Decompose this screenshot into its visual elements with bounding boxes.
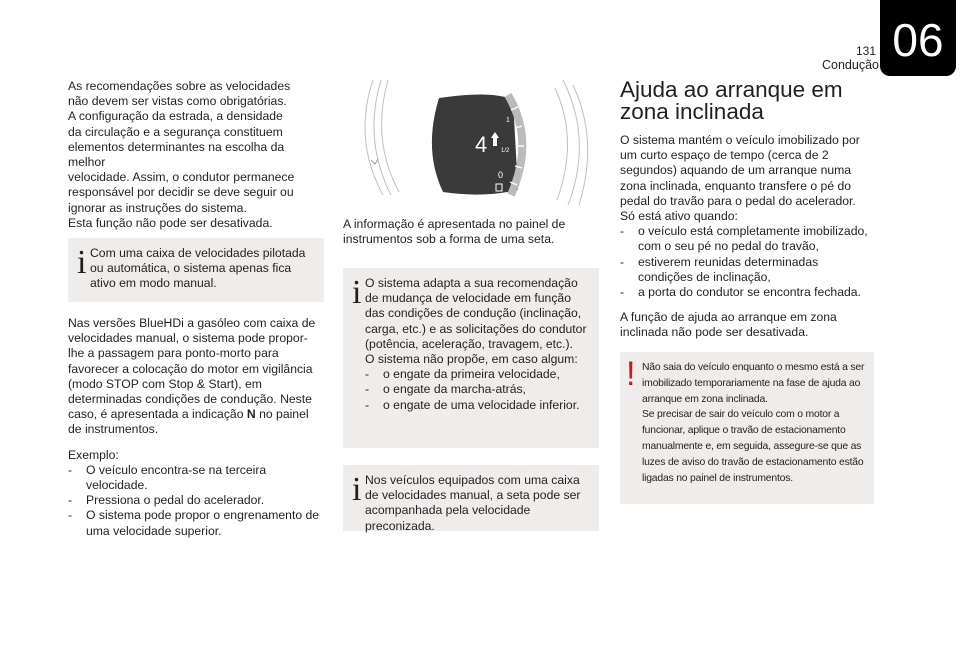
info-icon: i — [352, 471, 362, 508]
chapter-title: Condução — [822, 58, 879, 72]
page-header — [0, 0, 960, 80]
info-icon: i — [77, 244, 87, 281]
gauge-one-label: 1 — [506, 117, 510, 124]
line: da circulação e a segurança constituem — [68, 124, 283, 139]
line: responsável por decidir se deve seguir ou — [68, 185, 294, 200]
hill-start-paragraph: O sistema mantém o veículo imobilizado por um curto espaço de tempo (cerca de 2 segundos) aquando de um arranque numa zona inclinada, enquanto transfere o pé do pedal do travão para o pedal do acelerador. — [620, 133, 860, 208]
note-text: O sistema adapta a sua recomendação de mudança de velocidade em função das condições de condução (inclinação, carga, etc.) e as solicitações do condutor (potência, aceleração, travagem, etc.). — [365, 276, 587, 351]
gauge-caption: A informação é apresentada no painel de instrumentos sob a forma de uma seta. — [343, 217, 566, 247]
line: Esta função não pode ser desativada. — [68, 215, 273, 230]
list-item: - o engate de uma velocidade inferior. — [365, 398, 589, 413]
column-middle — [343, 217, 599, 257]
check-mark-icon — [371, 159, 378, 164]
note-subtitle: O sistema não propõe, em caso algum: — [365, 352, 578, 367]
column-right — [620, 79, 876, 351]
gauge-zero-label: 0 — [498, 170, 504, 180]
list-item: - a porta do condutor se encontra fechada. — [620, 285, 876, 300]
note-text: Com uma caixa de velocidades pilotada ou automática, o sistema apenas fica ativo em modo manual. — [90, 246, 306, 291]
list-item: - o engate da marcha-atrás, — [365, 382, 589, 397]
column-left-lower — [68, 316, 324, 539]
info-note-system-adapts — [343, 268, 599, 448]
info-note-pilot-gearbox — [68, 238, 324, 302]
info-icon: i — [352, 274, 362, 311]
list-item: - O veículo encontra-se na terceira velocidade. — [68, 463, 324, 493]
line: A configuração da estrada, a densidade — [68, 109, 283, 124]
line: velocidade. Assim, o condutor permanece — [68, 170, 295, 185]
bluehdi-text-end: no painel de instrumentos. — [68, 407, 309, 437]
list-item: - O sistema pode propor o engrenamento de uma velocidade superior. — [68, 508, 324, 538]
warning-icon: ! — [626, 355, 636, 393]
bluehdi-text: Nas versões BlueHDi a gasóleo com caixa de velocidades manual, o sistema pode propor-lhe a passagem para ponto-morto para favorecer a colocação do motor em vigilância (modo STOP com Stop & Start), em determinadas condições de condução. Neste caso, é apresentada a indicação — [68, 316, 316, 422]
gear-number: 4 — [475, 132, 488, 157]
warning-text-1: Não saia do veículo enquanto o mesmo está a ser imobilizado temporariamente na fase de ajuda ao arranque em zona inclinada. — [642, 362, 865, 405]
instrument-gauge-illustration — [343, 80, 599, 210]
list-item: - o engate da primeira velocidade, — [365, 367, 589, 382]
gauge-half-label: 1/2 — [501, 148, 510, 154]
line: ignorar as instruções do sistema. — [68, 200, 247, 215]
line: elementos determinantes na escolha da melhor — [68, 139, 285, 170]
neutral-indicator: N — [246, 407, 256, 422]
list-item: - estiverem reunidas determinadas condições de inclinação, — [620, 255, 876, 285]
line: As recomendações sobre as velocidades — [68, 79, 291, 93]
line: não devem ser vistas como obrigatórias. — [68, 94, 287, 109]
note-text: Nos veículos equipados com uma caixa de velocidades manual, a seta pode ser acompanhada pela velocidade preconizada. — [365, 473, 581, 533]
example-title: Exemplo: — [68, 447, 119, 462]
list-item: - o veículo está completamente imobilizado, com o seu pé no pedal do travão, — [620, 224, 876, 254]
list-item: - Pressiona o pedal do acelerador. — [68, 493, 324, 508]
column-left — [68, 79, 324, 241]
not-deactivatable-paragraph: A função de ajuda ao arranque em zona inclinada não pode ser desativada. — [620, 310, 837, 340]
warning-text-2: Se precisar de sair do veículo com o motor a funcionar, aplique o travão de estacionamento manualmente e, em seguida, assegure-se que as luzes de aviso do travão de estacionamento estão ligadas no painel de instrumentos. — [642, 409, 864, 484]
section-heading: Ajuda ao arranque em zona inclinada — [620, 77, 843, 124]
warning-note-hill-start — [620, 352, 874, 504]
active-conditions-title: Só está ativo quando: — [620, 209, 738, 224]
speed-advice-paragraph — [68, 79, 324, 231]
page-number: 131 — [855, 44, 876, 58]
chapter-number-tab: 06 — [880, 0, 956, 76]
info-note-manual-gearbox — [343, 465, 599, 531]
bluehdi-paragraph — [68, 316, 324, 438]
